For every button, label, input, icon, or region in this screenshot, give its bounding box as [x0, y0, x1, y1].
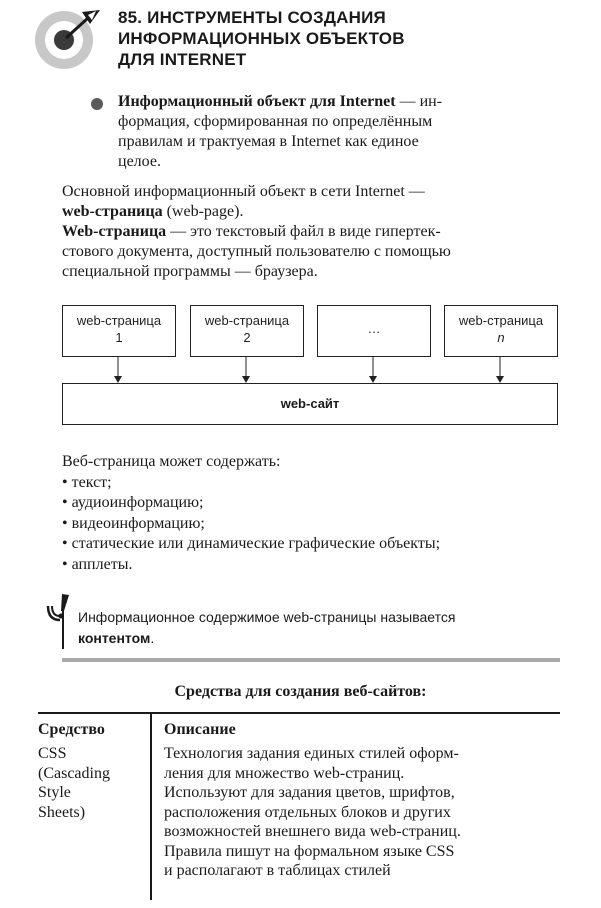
target-dart-icon — [30, 6, 106, 70]
diagram-page-number: 2 — [243, 330, 251, 345]
paragraph-term: Web-страница — [62, 223, 167, 240]
list-item: • видеоинформацию; — [62, 514, 205, 532]
list-item: • апплеты. — [62, 555, 133, 573]
table-title: Средства для создания веб-сайтов: — [174, 683, 427, 700]
tool-line: Sheets) — [38, 803, 86, 821]
note-term: контентом — [78, 630, 151, 646]
note-end: . — [150, 630, 155, 646]
content-list — [62, 452, 582, 575]
definition-text: — ин- — [395, 93, 443, 110]
table-column-rule — [150, 712, 152, 900]
diagram-site-box — [62, 383, 558, 425]
table-header-tool: Средство — [38, 721, 105, 738]
list-item: • аудиоинформацию; — [62, 494, 204, 511]
table-cell-description — [164, 744, 564, 881]
desc-line: Правила пишут на формальном языке CSS — [164, 842, 455, 860]
definition-text: целое. — [118, 153, 161, 170]
desc-line: ления для множество web-страниц. — [164, 764, 405, 782]
diagram-page-box — [190, 305, 304, 357]
tool-line: CSS — [38, 745, 67, 762]
definition-text: формация, сформированная по определённым — [118, 113, 433, 130]
paragraph-text: специальной программы — браузера. — [62, 263, 318, 280]
section-heading — [118, 7, 588, 70]
desc-line: Используют для задания цветов, шрифтов, — [164, 784, 455, 801]
diagram-site-label: web-сайт — [280, 396, 340, 411]
paragraph-webpage-definition — [62, 222, 572, 282]
definition-text: правилам и трактуемая в Internet как единое — [118, 133, 419, 150]
paragraph-text: (web-page). — [162, 203, 244, 220]
definition-term: Информационный объект для Internet — [118, 93, 396, 110]
note-bar — [62, 603, 64, 649]
diagram-page-box — [62, 305, 176, 357]
tool-line: (Cascading — [38, 764, 110, 782]
table-cell-tool — [38, 744, 148, 822]
desc-line: Технология задания единых стилей оформ- — [164, 745, 459, 762]
diagram-page-number: n — [497, 330, 505, 345]
desc-line: расположения отдельных блоков и других — [164, 803, 451, 821]
list-item: • статические или динамические графические объекты; — [62, 535, 441, 552]
bullet-icon — [91, 98, 103, 110]
table-header-description: Описание — [164, 721, 236, 738]
desc-line: и располагают в таблицах стилей — [164, 862, 391, 879]
diagram-ellipsis-box — [317, 305, 431, 357]
paragraph-text: Основной информационный объект в сети Internet — — [62, 183, 425, 200]
definition-block — [118, 92, 568, 172]
exclamation-note-icon — [44, 592, 76, 626]
heading-line: ИНФОРМАЦИОННЫХ ОБЪЕКТОВ — [118, 29, 405, 48]
table-top-rule — [38, 712, 560, 714]
paragraph-main-object — [62, 182, 572, 222]
diagram-page-box — [444, 305, 558, 357]
tool-line: Style — [38, 784, 71, 801]
diagram-ellipsis: … — [367, 321, 381, 336]
note-text — [78, 607, 578, 649]
diagram-page-number: 1 — [115, 330, 123, 345]
diagram-page-label: web-страница — [204, 313, 290, 328]
heading-line: ДЛЯ INTERNET — [118, 50, 247, 69]
paragraph-text: стового документа, доступный пользователю с помощью — [62, 243, 451, 260]
diagram-page-label: web-страница — [458, 313, 544, 328]
desc-line: возможностей внешнего вида web-страниц. — [164, 823, 461, 840]
paragraph-text: — это текстовый файл в виде гипертек- — [166, 223, 441, 240]
paragraph-term: web-страница — [62, 203, 163, 220]
section-divider — [62, 658, 560, 662]
list-intro: Веб-страница может содержать: — [62, 453, 281, 470]
heading-line: 85. ИНСТРУМЕНТЫ СОЗДАНИЯ — [118, 8, 386, 27]
note-line: Информационное содержимое web-страницы называется — [78, 609, 456, 625]
list-item: • текст; — [62, 473, 112, 491]
diagram-page-label: web-страница — [76, 313, 162, 328]
